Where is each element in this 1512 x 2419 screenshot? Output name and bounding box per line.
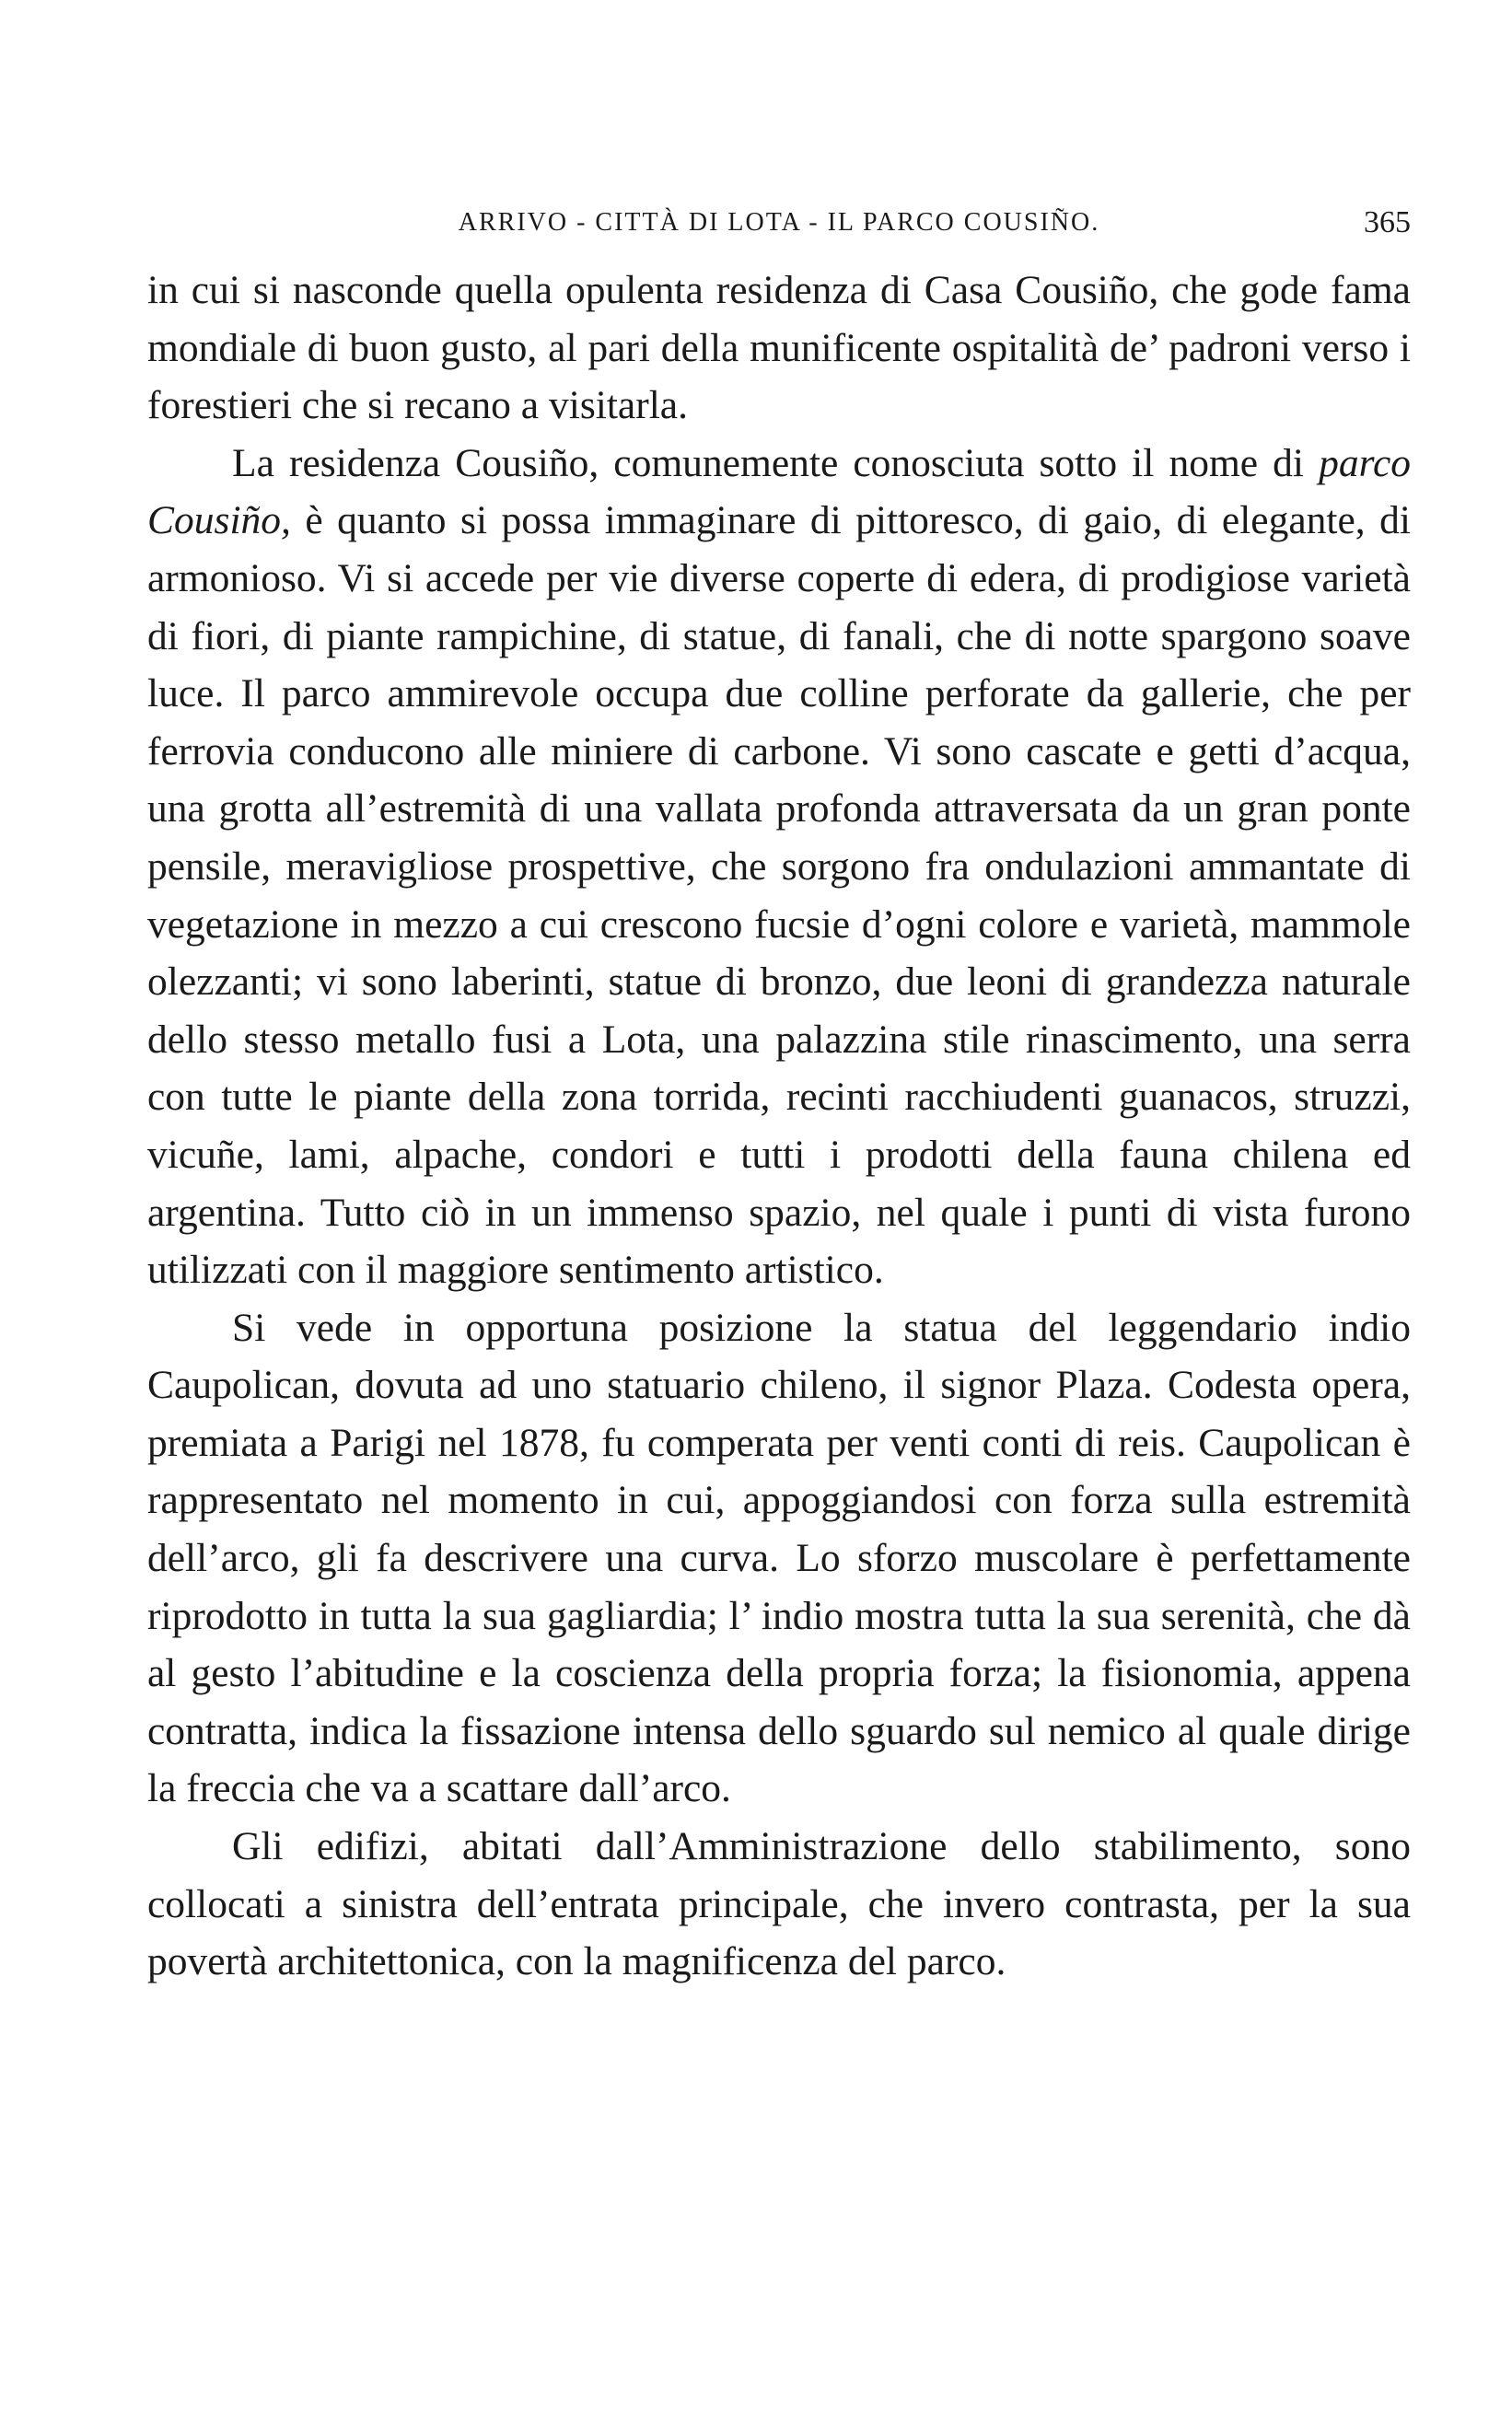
paragraph-2-start: La residenza Cousiño, comunemente conosciuta sotto il nome di <box>232 440 1320 485</box>
paragraph-2 <box>147 435 1411 1299</box>
page-header <box>147 204 1411 241</box>
running-head: ARRIVO - CITTÀ DI LOTA - IL PARCO COUSIÑO. <box>458 208 1100 237</box>
paragraph-4: Gli edifizi, abitati dall’Amministrazione dello stabilimento, sono collocati a sinistra dell’entrata principale, che invero contrasta, per la sua povertà architettonica, con la magnificenza del parco. <box>147 1824 1411 1984</box>
page-number: 365 <box>1364 205 1411 239</box>
paragraph-2-rest: è quanto si possa immaginare di pittoresco, di gaio, di elegante, di armonioso. Vi si accede per vie diverse coperte di edera, di prodigiose varietà di fiori, di piante rampichine, di statue, di fanali, che di notte spargono soave luce. Il parco ammirevole occupa due colline perforate da gallerie, che per ferrovia conducono alle miniere di carbone. Vi sono cascate e getti d’acqua, una grotta all’estremità di una vallata profonda attraversata da un gran ponte pensile, meravigliose prospettive, che sorgono fra ondulazioni ammantate di vegetazione in mezzo a cui crescono fucsie d’ogni colore e varietà, mammole olezzanti; vi sono laberinti, statue di bronzo, due leoni di grandezza naturale dello stesso metallo fusi a Lota, una palazzina stile rinascimento, una serra con tutte le piante della zona torrida, recinti racchiudenti guanacos, struzzi, vicuñe, lami, alpache, condori e tutti i prodotti della fauna chilena ed argentina. Tutto ciò in un immenso spazio, nel quale i punti di vista furono utilizzati con il maggiore sentimento artistico. <box>147 498 1411 1293</box>
body-text <box>147 262 1411 1991</box>
paragraph-3: Si vede in opportuna posizione la statua del leggendario indio Caupolican, dovuta ad uno statuario chileno, il signor Plaza. Codesta opera, premiata a Parigi nel 1878, fu comperata per venti conti di reis. Caupolican è rappresentato nel momento in cui, appoggiandosi con forza sulla estremità dell’arco, gli fa descrivere una curva. Lo sforzo muscolare è perfettamente riprodotto in tutta la sua gagliardia; l’ indio mostra tutta la sua serenità, che dà al gesto l’abitudine e la coscienza della propria forza; la fisionomia, appena contratta, indica la fissazione intensa dello sguardo sul nemico al quale dirige la freccia che va a scattare dall’arco. <box>147 1305 1411 1811</box>
park-name-italic: parco Cousiño, <box>147 440 1411 543</box>
paragraph-1: in cui si nasconde quella opulenta residenza di Casa Cousiño, che gode fama mondiale di buon gusto, al pari della munificente ospitalità de’ padroni verso i forestieri che si recano a visitarla. <box>147 268 1411 428</box>
